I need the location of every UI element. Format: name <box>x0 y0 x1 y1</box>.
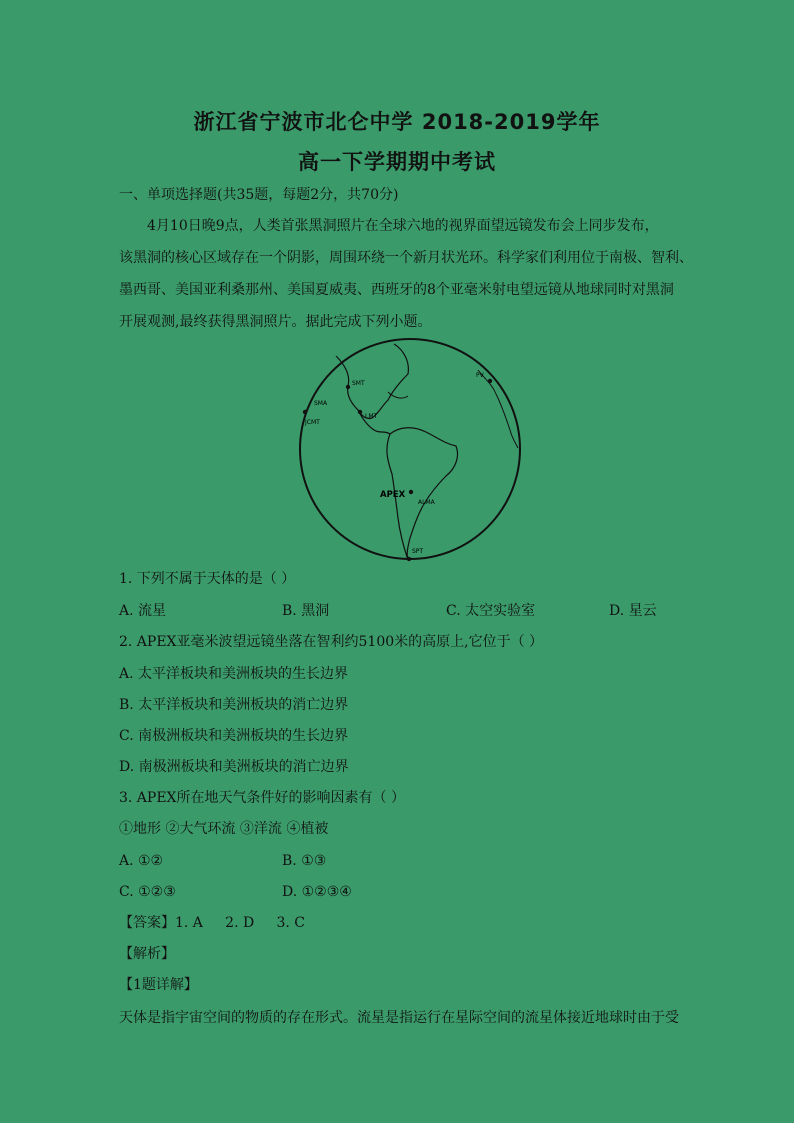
detail-heading: 【1题详解】 <box>119 977 198 993</box>
q1-option-c: C. 太空实验室 <box>446 603 536 619</box>
passage-line-4: 开展观测,最终获得黑洞照片。据此完成下列小题。 <box>119 314 432 330</box>
document-title-line1: 浙江省宁波市北仑中学 2018-2019学年 <box>193 110 601 134</box>
caribbean-coast <box>388 392 408 398</box>
q1-option-d: D. 星云 <box>609 603 657 619</box>
q3-stem: 3. APEX所在地天气条件好的影响因素有（ ） <box>119 790 405 806</box>
q2-option-a: A. 太平洋板块和美洲板块的生长边界 <box>119 666 349 682</box>
q2-option-b: B. 太平洋板块和美洲板块的消亡边界 <box>119 697 349 713</box>
map-label-lmt: LMT <box>365 413 378 420</box>
map-label-smt: SMT <box>352 380 365 387</box>
map-label-pv: PV <box>476 372 484 379</box>
north-america-coast <box>336 344 408 419</box>
map-label-jcmt: JCMT <box>305 419 320 426</box>
section-heading: 一、单项选择题(共35题，每题2分，共70分) <box>119 187 399 203</box>
answer-line: 【答案】1. A 2. D 3. C <box>119 915 305 931</box>
q1-option-a: A. 流星 <box>119 603 167 619</box>
q3-option-c: C. ①②③ <box>119 884 176 900</box>
passage-line-3: 墨西哥、美国亚利桑那州、美国夏威夷、西班牙的8个亚毫米射电望远镜从地球同时对黑洞 <box>119 282 674 298</box>
q3-option-b: B. ①③ <box>282 853 327 869</box>
map-label-sma: SMA <box>314 400 328 407</box>
telescope-map <box>296 334 526 564</box>
map-label-alma: ALMA <box>418 499 435 506</box>
map-label-spt: SPT <box>412 548 424 555</box>
analysis-heading: 【解析】 <box>119 946 175 962</box>
q3-option-d: D. ①②③④ <box>282 884 352 900</box>
q3-option-a: A. ①② <box>119 853 164 869</box>
passage-line-1: 4月10日晚9点，人类首张黑洞照片在全球六地的视界面望远镜发布会上同步发布， <box>147 218 659 234</box>
detail-text: 天体是指宇宙空间的物质的存在形式。流星是指运行在星际空间的流星体接近地球时由于受 <box>119 1010 679 1026</box>
passage-line-2: 该黑洞的核心区域存在一个阴影，周围环绕一个新月状光环。科学家们利用位于南极、智利、 <box>119 250 693 266</box>
q2-stem: 2. APEX亚毫米波望远镜坐落在智利约5100米的高原上,它位于（ ） <box>119 634 544 650</box>
q2-option-d: D. 南极洲板块和美洲板块的消亡边界 <box>119 759 349 775</box>
q1-stem: 1. 下列不属于天体的是（ ） <box>119 571 296 587</box>
document-title-line2: 高一下学期期中考试 <box>298 150 496 174</box>
q1-option-b: B. 黑洞 <box>282 603 330 619</box>
q2-option-c: C. 南极洲板块和美洲板块的生长边界 <box>119 728 349 744</box>
map-label-apex: APEX <box>380 490 406 500</box>
q3-factors: ①地形 ②大气环流 ③洋流 ④植被 <box>119 821 329 837</box>
